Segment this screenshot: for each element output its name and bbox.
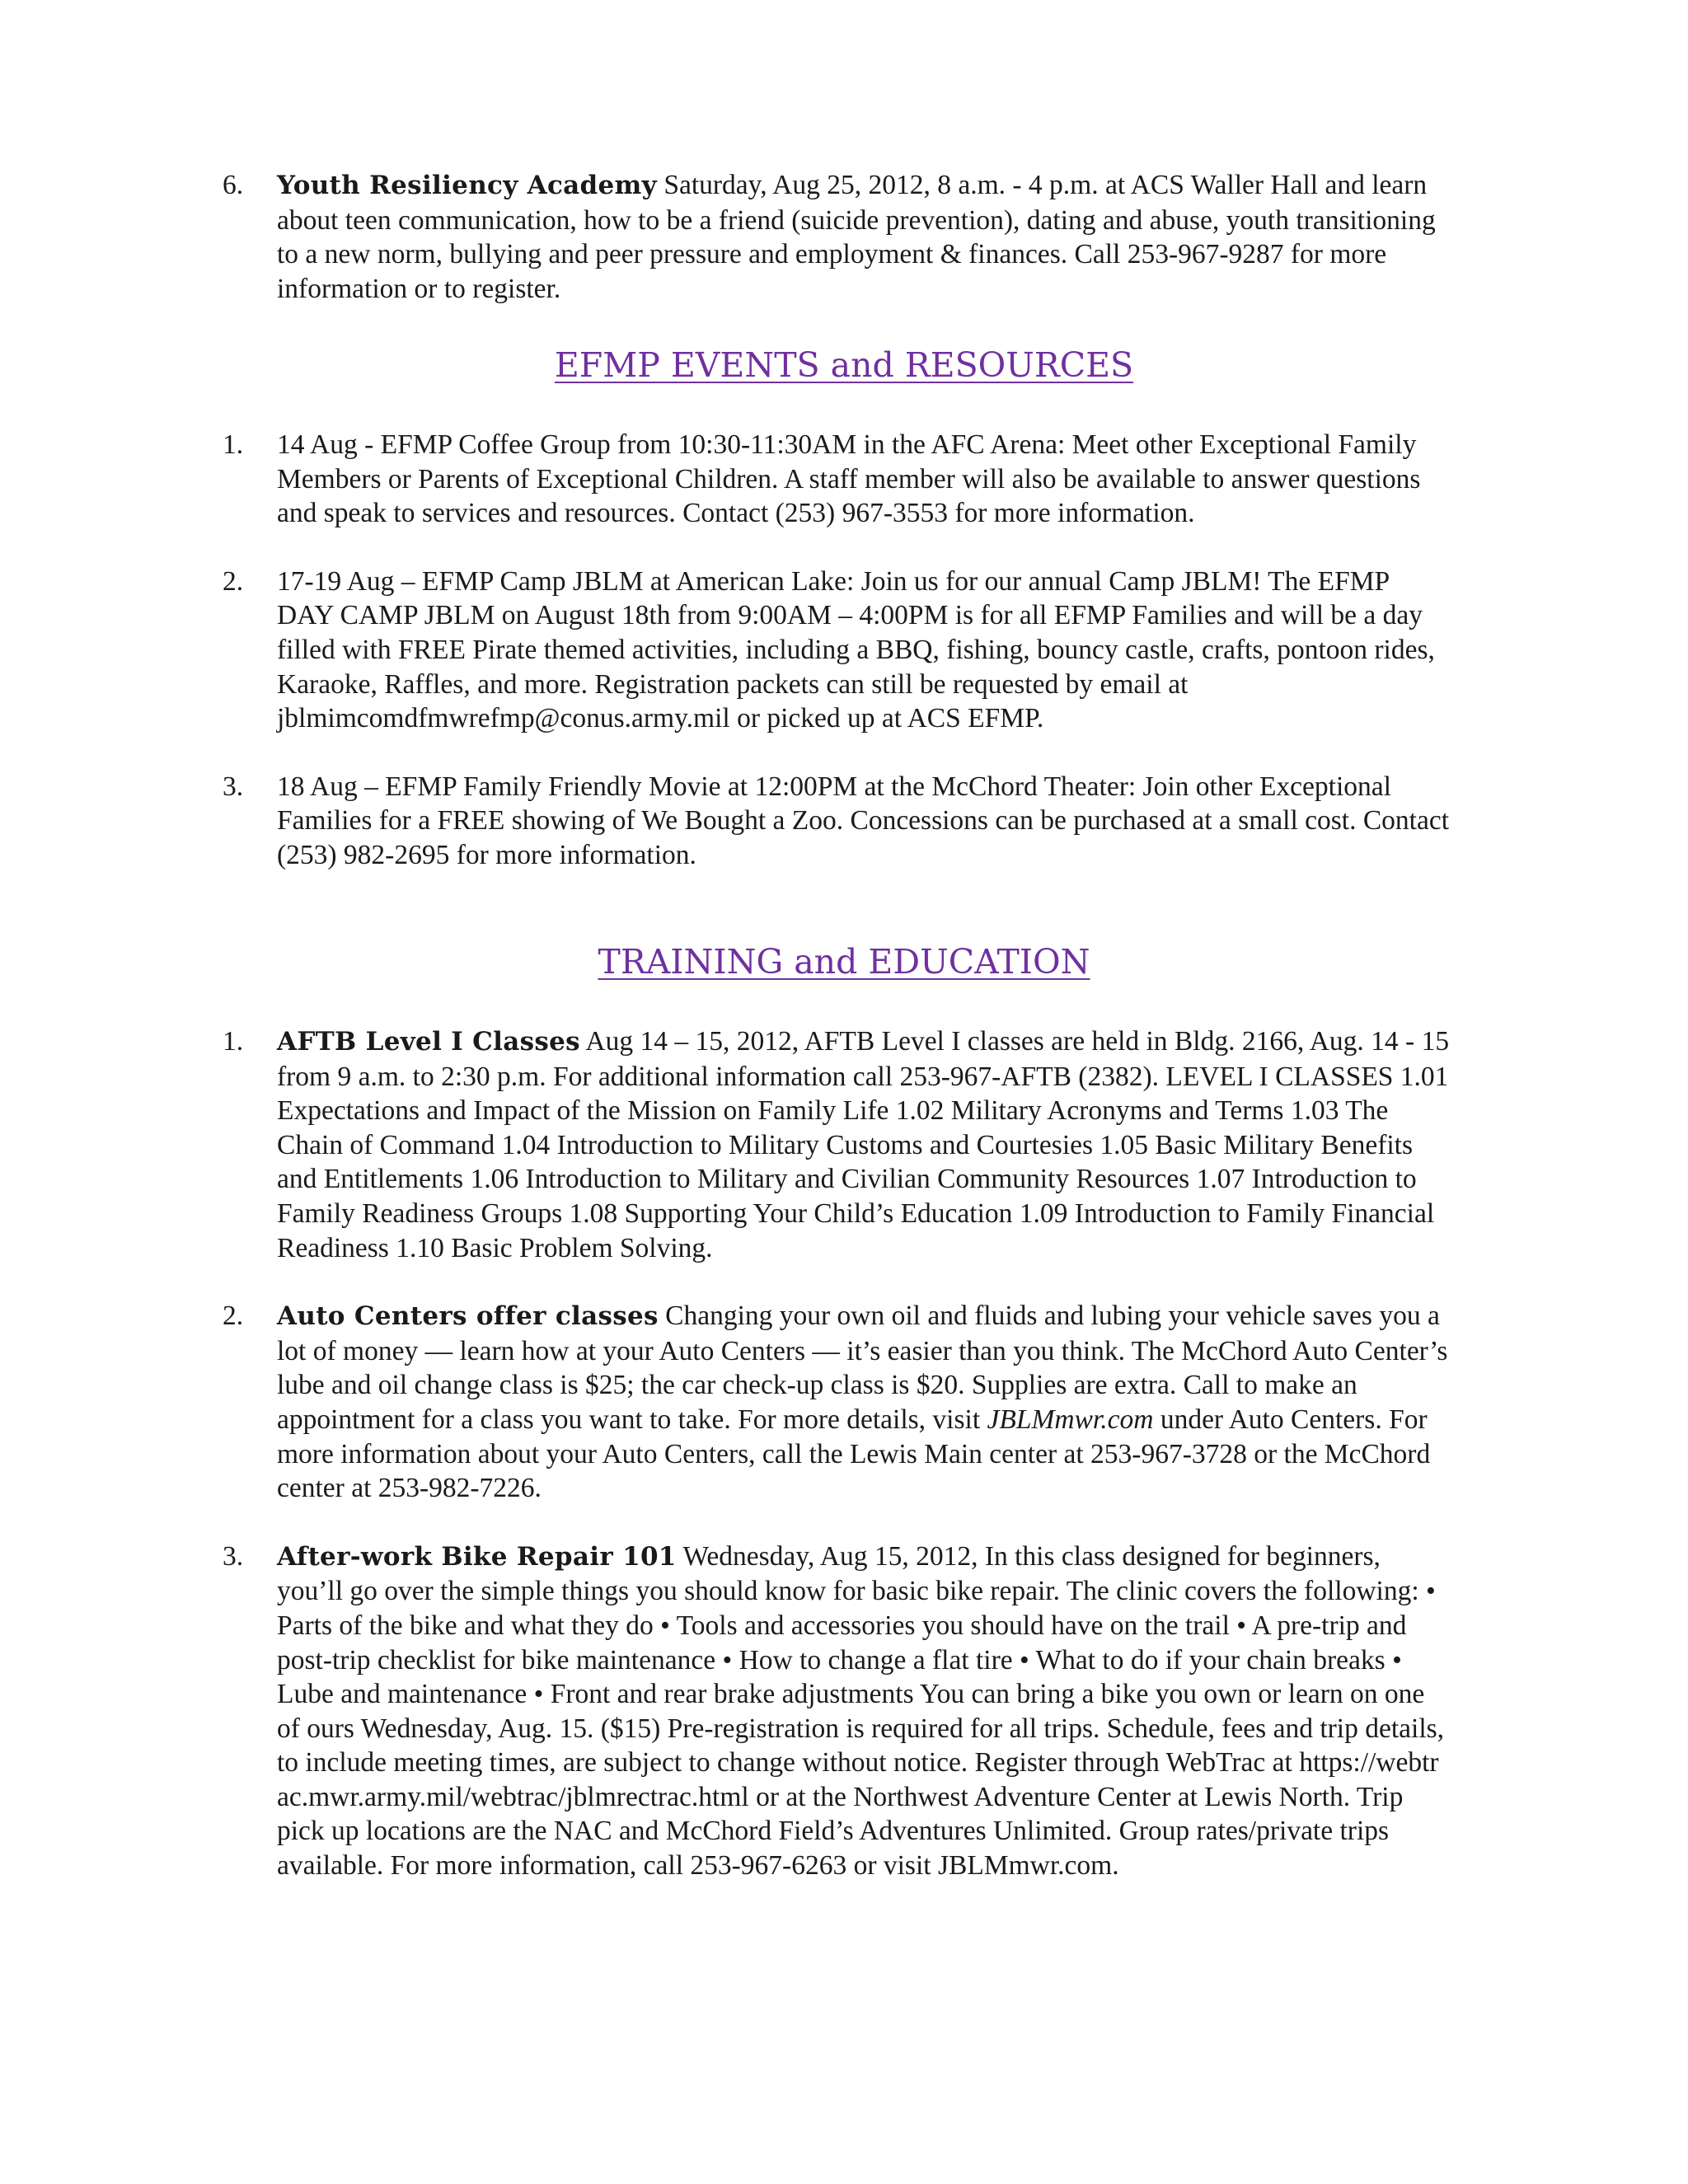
item-text: under Auto Centers. For more information about your Auto Centers, call the Lewis Main center at 253-967-3728 or the McChord center at 253-982-7226. xyxy=(277,1404,1431,1504)
item-text: Aug 14 – 15, 2012, AFTB Level I classes are held in Bldg. 2166, Aug. 14 - 15 from 9 a.m. to 2:30 p.m. For additional information call 253-967-AFTB (2382). LEVEL I CLASSES 1.01 Expectations and Impact of the Mission on Family Life 1.02 Military Acronyms and Terms 1.03 The Chain of Command 1.04 Introduction to Military Customs and Courtesies 1.05 Basic Military Benefits and Entitlements 1.06 Introduction to Military and Civilian Community Resources 1.07 Introduction to Family Readiness Groups 1.08 Supporting Your Child’s Education 1.09 Introduction to Family Financial Readiness 1.10 Basic Problem Solving. xyxy=(277,1026,1450,1263)
item-title: After-work Bike Repair 101 xyxy=(277,1541,677,1572)
training-list xyxy=(223,1024,1451,1883)
item-text: 14 Aug - EFMP Coffee Group from 10:30-11:30AM in the AFC Arena: Meet other Exceptional Family Members or Parents of Exceptional Children. A staff member will also be available to answer questions and speak to services and resources. Contact (253) 967-3553 for more information. xyxy=(277,429,1421,529)
list-number: 6. xyxy=(223,170,244,200)
item-text: Saturday, Aug 25, 2012, 8 a.m. - 4 p.m. at ACS Waller Hall and learn about teen communication, how to be a friend (suicide prevention), dating and abuse, youth transitioning to a new norm, bullying and peer pressure and employment & finances. Call 253-967-9287 for more information or to register. xyxy=(277,170,1436,304)
list-number: 2. xyxy=(223,565,244,597)
list-item xyxy=(223,1024,1451,1265)
item-text: Changing your own oil and fluids and lubing your vehicle saves you a lot of money — learn how at your Auto Centers — it’s easier than you think. The McChord Auto Center’s lube and oil change class is $25; the car check-up class is $20. Supplies are extra. Call to make an appointment for a class you want to take. For more details, visit xyxy=(277,1301,1448,1435)
jblmmwr-link[interactable]: JBLMmwr.com xyxy=(987,1404,1154,1435)
item-text: or at the Northwest Adventure Center at Lewis North. Trip pick up locations are the NAC and McChord Field’s Adventures Unlimited. Group rates/private trips available. For more information, call 253-967-6263 or visit JBLMmwr.com. xyxy=(277,1781,1404,1882)
item-text: Wednesday, Aug 15, 2012, In this class designed for beginners, you’ll go over the simple things you should know for basic bike repair. The clinic covers the following: • Parts of the bike and what they do • Tools and accessories you should have on the trail • A pre-trip and post-trip checklist for bike maintenance • How to change a flat tire • What to do if your chain breaks • Lube and maintenance • Front and rear brake adjustments You can bring a bike you own or learn on one of ours Wednesday, Aug. 15. ($15) Pre-registration is required for all trips. Schedule, fees and trip details, to include meeting times, are subject to change without notice. Register through WebTrac at xyxy=(277,1540,1445,1779)
list-item xyxy=(223,1299,1451,1506)
youth-list xyxy=(223,168,1451,306)
list-number: 3. xyxy=(223,771,244,802)
efmp-list xyxy=(223,428,1451,873)
list-item xyxy=(223,168,1451,306)
list-number: 3. xyxy=(223,1540,244,1572)
list-item xyxy=(223,428,1451,531)
list-number: 1. xyxy=(223,1026,244,1057)
list-number: 2. xyxy=(223,1301,244,1332)
item-text: 17-19 Aug – EFMP Camp JBLM at American Lake: Join us for our annual Camp JBLM! The EFMP DAY CAMP JBLM on August 18th from 9:00AM – 4:00PM is for all EFMP Families and will be a day filled with FREE Pirate themed activities, including a BBQ, fishing, bouncy castle, crafts, pontoon rides, Karaoke, Raffles, and more. Registration packets can still be requested by email at jblmimcomdfmwrefmp@conus.army.mil or picked up at ACS EFMP. xyxy=(277,565,1435,734)
item-title: Youth Resiliency Academy xyxy=(277,171,657,200)
item-title: Auto Centers offer classes xyxy=(277,1301,659,1332)
item-text: 18 Aug – EFMP Family Friendly Movie at 12:00PM at the McChord Theater: Join other Exceptional Families for a FREE showing of We Bought a Zoo. Concessions can be purchased at a small cost. Contact (253) 982-2695 for more information. xyxy=(277,771,1450,870)
section-heading-efmp: EFMP EVENTS and RESOURCES xyxy=(554,345,1134,385)
list-item xyxy=(223,770,1451,873)
list-item xyxy=(223,1540,1451,1883)
list-number: 1. xyxy=(223,429,244,460)
section-heading-training: TRAINING and EDUCATION xyxy=(598,942,1090,982)
webtrac-link[interactable]: https://webtrac.mwr.army.mil/webtrac/jblmrectrac.html xyxy=(277,1747,1439,1812)
list-item xyxy=(223,565,1451,736)
item-title: AFTB Level I Classes xyxy=(277,1027,580,1057)
